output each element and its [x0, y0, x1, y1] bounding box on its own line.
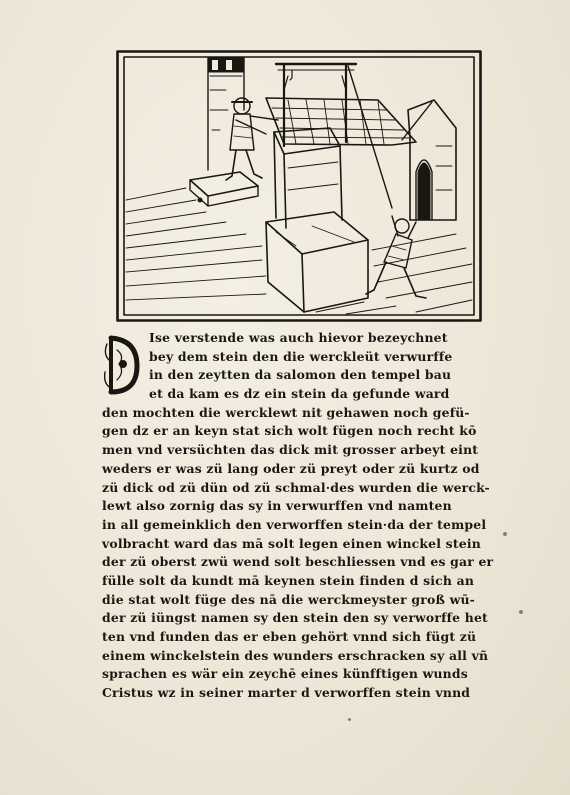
text-line: lewt also zornig das sy in verwurffen vnd namten	[102, 498, 452, 514]
text-line: den mochten die wercklewt nit gehawen noch gefü-	[102, 404, 470, 420]
text-line: fülle solt da kundt mā keynen stein finden d sich an	[102, 572, 475, 588]
text-line: der zü iüngst namen sy den stein den sy verworffe het	[102, 610, 488, 626]
body-text	[102, 329, 502, 703]
margin-mark	[348, 718, 351, 721]
text-line: in den zeytten da salomon den tempel bau	[149, 367, 452, 383]
text-line: Cristus wz in seiner marter d verworffen stein vnnd	[102, 685, 471, 701]
text-line: Ise verstende was auch hievor bezeychnet	[149, 330, 448, 345]
text-line: weders er was zü lang oder zü preyt oder zü kurtz od	[102, 460, 480, 476]
text-line: einem winckelstein des wunders erschracken sy all vñ	[102, 647, 489, 663]
text-line: die stat wolt füge des nā die werckmeyster groß wū-	[102, 591, 475, 607]
text-line: in all gemeinklich den verworffen stein·da der tempel	[102, 516, 487, 532]
text-line: men vnd versüchten das dick mit grosser arbeyt eint	[102, 442, 479, 458]
text-line: gen dz er an keyn stat sich wolt fügen noch recht kō	[102, 423, 477, 439]
text-line: zü dick od zü dün od zü schmal·des wurden die werck-	[102, 479, 490, 495]
text-line: et da kam es dz ein stein da gefunde ward	[149, 386, 450, 402]
text-line: der zü oberst zwü wend solt beschliessen vnd es gar er	[102, 554, 494, 570]
text-line: volbracht ward das mā solt legen einen winckel stein	[102, 535, 481, 551]
margin-mark	[519, 610, 523, 614]
text-line: ten vnd funden das er eben gehört vnnd sich fügt zü	[102, 629, 477, 644]
text-line: bey dem stein den die werckleüt verwurffe	[149, 348, 453, 364]
margin-mark	[503, 532, 507, 536]
woodcut-illustration	[116, 50, 482, 322]
text-line: sprachen es wär ein zeychē eines künfftigen wunds	[102, 666, 468, 682]
